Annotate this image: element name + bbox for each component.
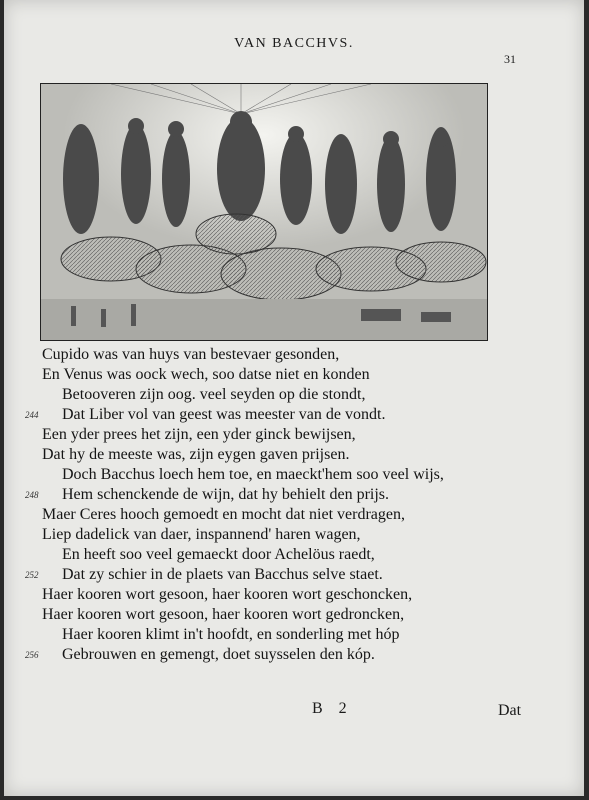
signature-mark: B 2 <box>312 700 353 717</box>
verse-line: Liep dadelick van daer, inspannend' haren wagen, <box>42 526 361 543</box>
verse-line: Gebrouwen en gemengt, doet suysselen den kóp. <box>62 646 375 663</box>
verse-line: Dat Liber vol van geest was meester van de vondt. <box>62 406 386 423</box>
running-title: VAN BACCHVS. <box>234 36 354 51</box>
line-number: 248 <box>25 490 39 500</box>
line-number: 256 <box>25 650 39 660</box>
verse-line: Haer kooren klimt in't hoofdt, en sonderling met hóp <box>62 626 400 643</box>
verse-line: Dat zy schier in de plaets van Bacchus selve staet. <box>62 566 383 583</box>
verse-line: Cupido was van huys van bestevaer gesonden, <box>42 346 340 363</box>
verse-line: Een yder prees het zijn, een yder ginck bewijsen, <box>42 426 356 443</box>
book-page <box>4 0 584 796</box>
verse-line: Dat hy de meeste was, zijn eygen gaven prijsen. <box>42 446 350 463</box>
verse-line: En heeft soo veel gemaeckt door Achelöus raedt, <box>62 546 375 563</box>
verse-line: Doch Bacchus loech hem toe, en maeckt'hem soo veel wijs, <box>62 466 444 483</box>
engraving-gods-on-clouds-icon <box>41 84 487 340</box>
line-number: 244 <box>25 410 39 420</box>
verse-line: Maer Ceres hooch gemoedt en mocht dat niet verdragen, <box>42 506 405 523</box>
engraving-plate <box>40 83 488 341</box>
verse-line: Haer kooren wort gesoon, haer kooren wort geschoncken, <box>42 586 413 603</box>
verse-line: En Venus was oock wech, soo datse niet en konden <box>42 366 370 383</box>
verse-line: Betooveren zijn oog. veel seyden op die stondt, <box>62 386 366 403</box>
catchword: Dat <box>498 702 522 719</box>
verse-line: Haer kooren wort gesoon, haer kooren wort gedroncken, <box>42 606 405 623</box>
verse-line: Hem schenckende de wijn, dat hy behielt den prijs. <box>62 486 390 503</box>
page-number: 31 <box>504 52 516 66</box>
line-number: 252 <box>25 570 39 580</box>
